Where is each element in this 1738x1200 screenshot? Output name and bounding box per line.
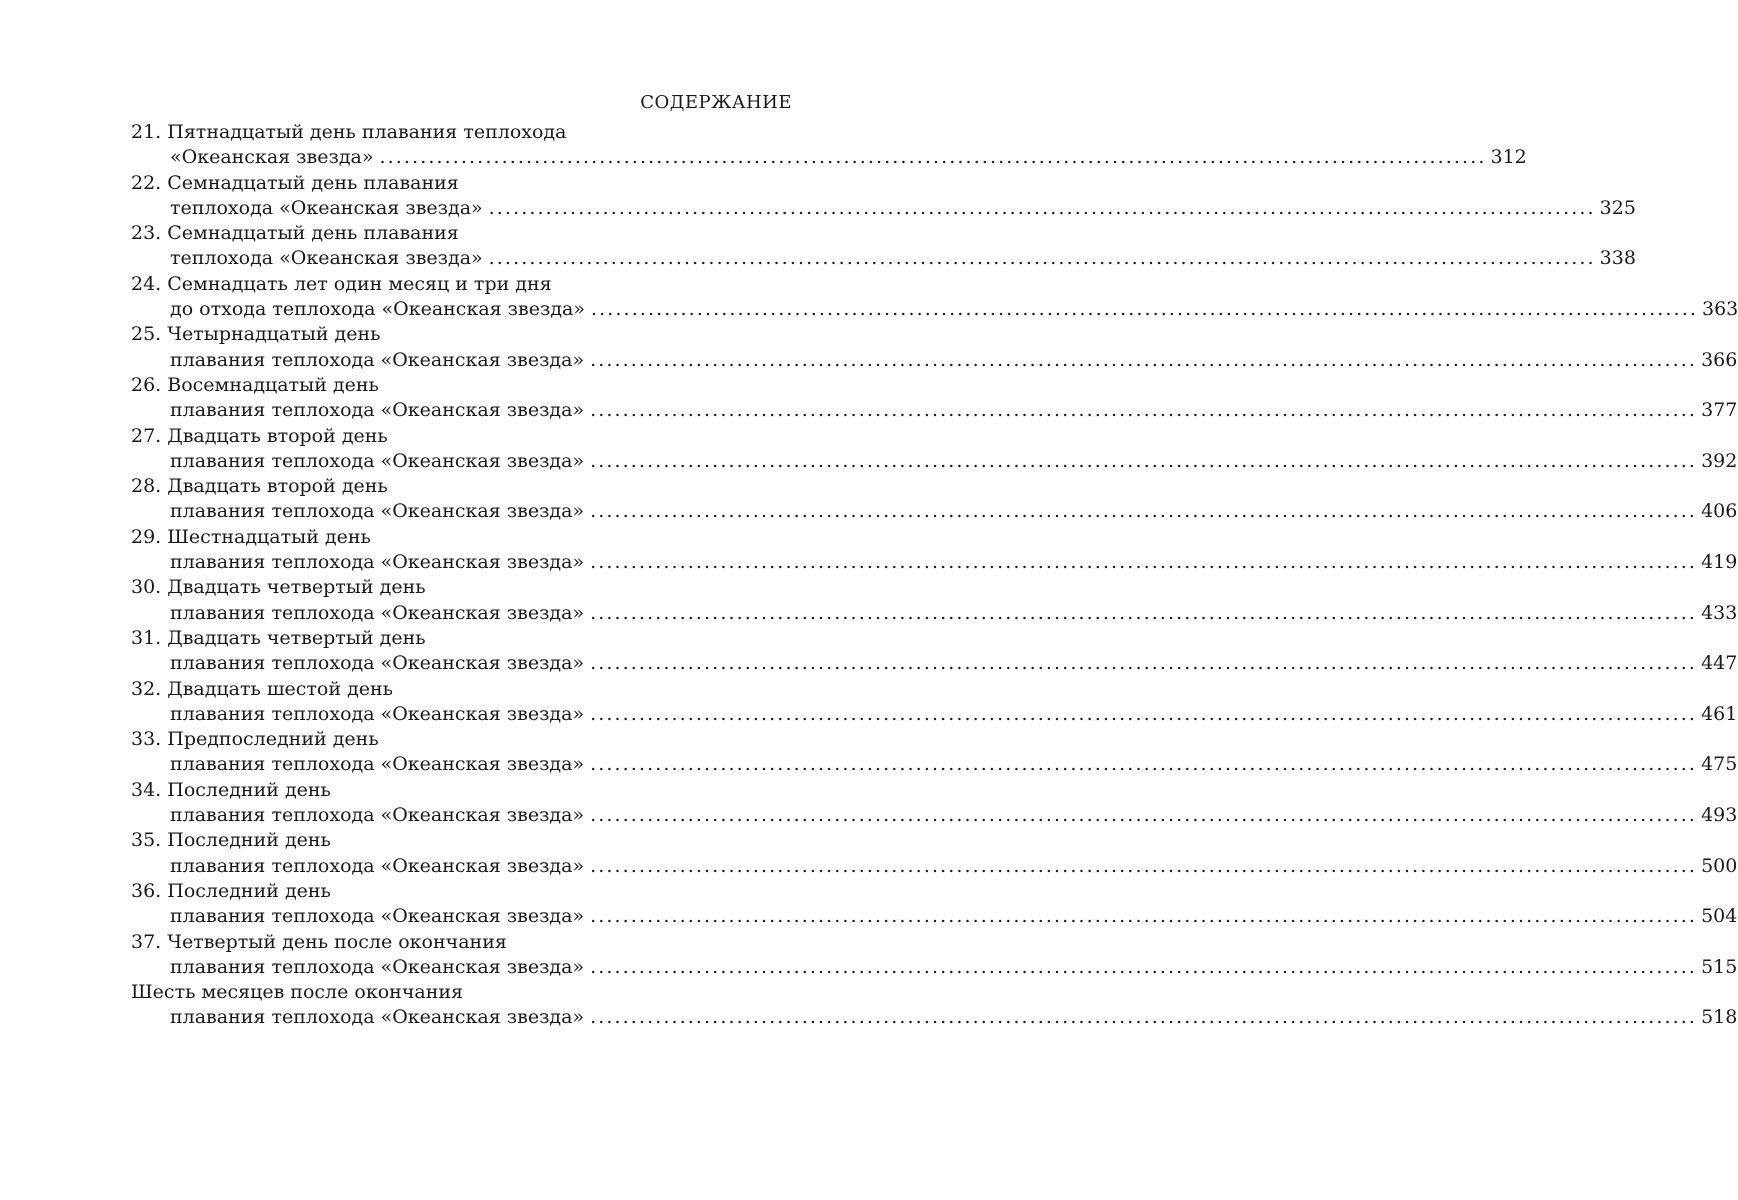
toc-entry-title: 28. Двадцать второй день — [131, 475, 388, 498]
dot-leader: ........................................................................................................................................ — [590, 854, 1698, 877]
toc-entry-37 — [131, 930, 1738, 981]
toc-entry-subtitle: плавания теплохода «Океанская звезда» — [170, 854, 585, 877]
page-number: 504 — [1701, 905, 1738, 928]
toc-entry-title: 23. Семнадцатый день плавания — [131, 222, 459, 245]
table-of-contents — [131, 120, 1738, 1031]
dot-leader: ........................................................................................................................................ — [590, 601, 1698, 624]
dot-leader: ........................................................................................................................................ — [488, 247, 1596, 270]
page-number: 447 — [1701, 652, 1738, 675]
toc-entry-31 — [131, 626, 1738, 677]
toc-entry-title: 25. Четырнадцатый день — [131, 323, 381, 346]
toc-entry-27 — [131, 424, 1738, 475]
toc-entry-subtitle: плавания теплохода «Океанская звезда» — [170, 955, 585, 978]
toc-entry-subtitle: до отхода теплохода «Океанская звезда» — [170, 298, 585, 321]
toc-entry-subtitle: теплохода «Океанская звезда» — [170, 247, 483, 270]
toc-entry-title: 29. Шестнадцатый день — [131, 525, 371, 548]
page-number: 515 — [1701, 955, 1738, 978]
toc-entry-subtitle: «Океанская звезда» — [170, 146, 374, 169]
toc-entry-subtitle: теплохода «Океанская звезда» — [170, 196, 483, 219]
toc-entry-title: 30. Двадцать четвертый день — [131, 576, 426, 599]
page-number: 419 — [1701, 551, 1738, 574]
page-number: 461 — [1701, 702, 1738, 725]
dot-leader: ........................................................................................................................................ — [590, 753, 1698, 776]
toc-entry-title: 24. Семнадцать лет один месяц и три дня — [131, 272, 552, 295]
toc-entry-29 — [131, 525, 1738, 576]
toc-entry-30 — [131, 575, 1738, 626]
page-number: 325 — [1599, 196, 1636, 219]
toc-entry-24 — [131, 272, 1738, 323]
page-number: 338 — [1599, 247, 1636, 270]
toc-entry-28 — [131, 474, 1738, 525]
toc-entry-title: 37. Четвертый день после окончания — [131, 930, 507, 953]
toc-entry-36 — [131, 879, 1738, 930]
toc-entry-subtitle: плавания теплохода «Океанская звезда» — [170, 753, 585, 776]
toc-entry-title: 31. Двадцать четвертый день — [131, 626, 426, 649]
page-number: 518 — [1701, 1006, 1738, 1029]
page-number: 312 — [1490, 146, 1527, 169]
toc-entry-21 — [131, 120, 1527, 171]
toc-entry-subtitle: плавания теплохода «Океанская звезда» — [170, 702, 585, 725]
page-number: 377 — [1701, 399, 1738, 422]
dot-leader: ........................................................................................................................................ — [590, 449, 1698, 472]
dot-leader: ........................................................................................................................................ — [488, 196, 1596, 219]
toc-entry-26 — [131, 373, 1738, 424]
dot-leader: ........................................................................................................................................ — [590, 399, 1698, 422]
toc-entry-title: 36. Последний день — [131, 879, 331, 902]
dot-leader: ........................................................................................................................................ — [590, 1006, 1698, 1029]
toc-entry-title: 35. Последний день — [131, 829, 331, 852]
page-number: 433 — [1701, 601, 1738, 624]
toc-entry-35 — [131, 828, 1738, 879]
toc-entry-25 — [131, 322, 1738, 373]
toc-entry-title: Шесть месяцев после окончания — [131, 981, 464, 1004]
dot-leader: ........................................................................................................................................ — [590, 652, 1698, 675]
toc-entry-34 — [131, 778, 1738, 829]
toc-entry-subtitle: плавания теплохода «Океанская звезда» — [170, 399, 585, 422]
page-number: 500 — [1701, 854, 1738, 877]
dot-leader: ........................................................................................................................................ — [379, 146, 1487, 169]
page-number: 475 — [1701, 753, 1738, 776]
toc-entry-title: 34. Последний день — [131, 778, 331, 801]
page-number: 406 — [1701, 500, 1738, 523]
toc-entry-22 — [131, 171, 1636, 222]
toc-entry-subtitle: плавания теплохода «Океанская звезда» — [170, 449, 585, 472]
toc-entry-subtitle: плавания теплохода «Океанская звезда» — [170, 551, 585, 574]
toc-entry-subtitle: плавания теплохода «Океанская звезда» — [170, 1006, 585, 1029]
dot-leader: ........................................................................................................................................ — [590, 804, 1698, 827]
dot-leader: ........................................................................................................................................ — [590, 702, 1698, 725]
dot-leader: ........................................................................................................................................ — [590, 500, 1698, 523]
page-number: 493 — [1701, 804, 1738, 827]
page-number: 392 — [1701, 449, 1738, 472]
toc-entry-subtitle: плавания теплохода «Океанская звезда» — [170, 652, 585, 675]
toc-entry-epilogue — [131, 980, 1738, 1031]
dot-leader: ........................................................................................................................................ — [590, 551, 1698, 574]
toc-entry-33 — [131, 727, 1738, 778]
toc-entry-subtitle: плавания теплохода «Океанская звезда» — [170, 804, 585, 827]
toc-entry-subtitle: плавания теплохода «Океанская звезда» — [170, 905, 585, 928]
toc-entry-title: 32. Двадцать шестой день — [131, 677, 394, 700]
toc-entry-title: 26. Восемнадцатый день — [131, 373, 379, 396]
toc-entry-subtitle: плавания теплохода «Океанская звезда» — [170, 348, 585, 371]
dot-leader: ........................................................................................................................................ — [591, 298, 1698, 321]
toc-entry-title: 33. Предпоследний день — [131, 728, 379, 751]
running-header: СОДЕРЖАНИЕ — [640, 92, 792, 113]
toc-entry-32 — [131, 677, 1738, 728]
toc-entry-subtitle: плавания теплохода «Океанская звезда» — [170, 601, 585, 624]
toc-entry-title: 27. Двадцать второй день — [131, 424, 388, 447]
toc-entry-subtitle: плавания теплохода «Океанская звезда» — [170, 500, 585, 523]
page-number: 366 — [1701, 348, 1738, 371]
toc-entry-title: 22. Семнадцатый день плавания — [131, 171, 459, 194]
page-number: 363 — [1701, 298, 1738, 321]
dot-leader: ........................................................................................................................................ — [590, 348, 1698, 371]
dot-leader: ........................................................................................................................................ — [590, 955, 1698, 978]
toc-entry-title: 21. Пятнадцатый день плавания теплохода — [131, 121, 567, 143]
dot-leader: ........................................................................................................................................ — [590, 905, 1698, 928]
toc-entry-23 — [131, 221, 1636, 272]
